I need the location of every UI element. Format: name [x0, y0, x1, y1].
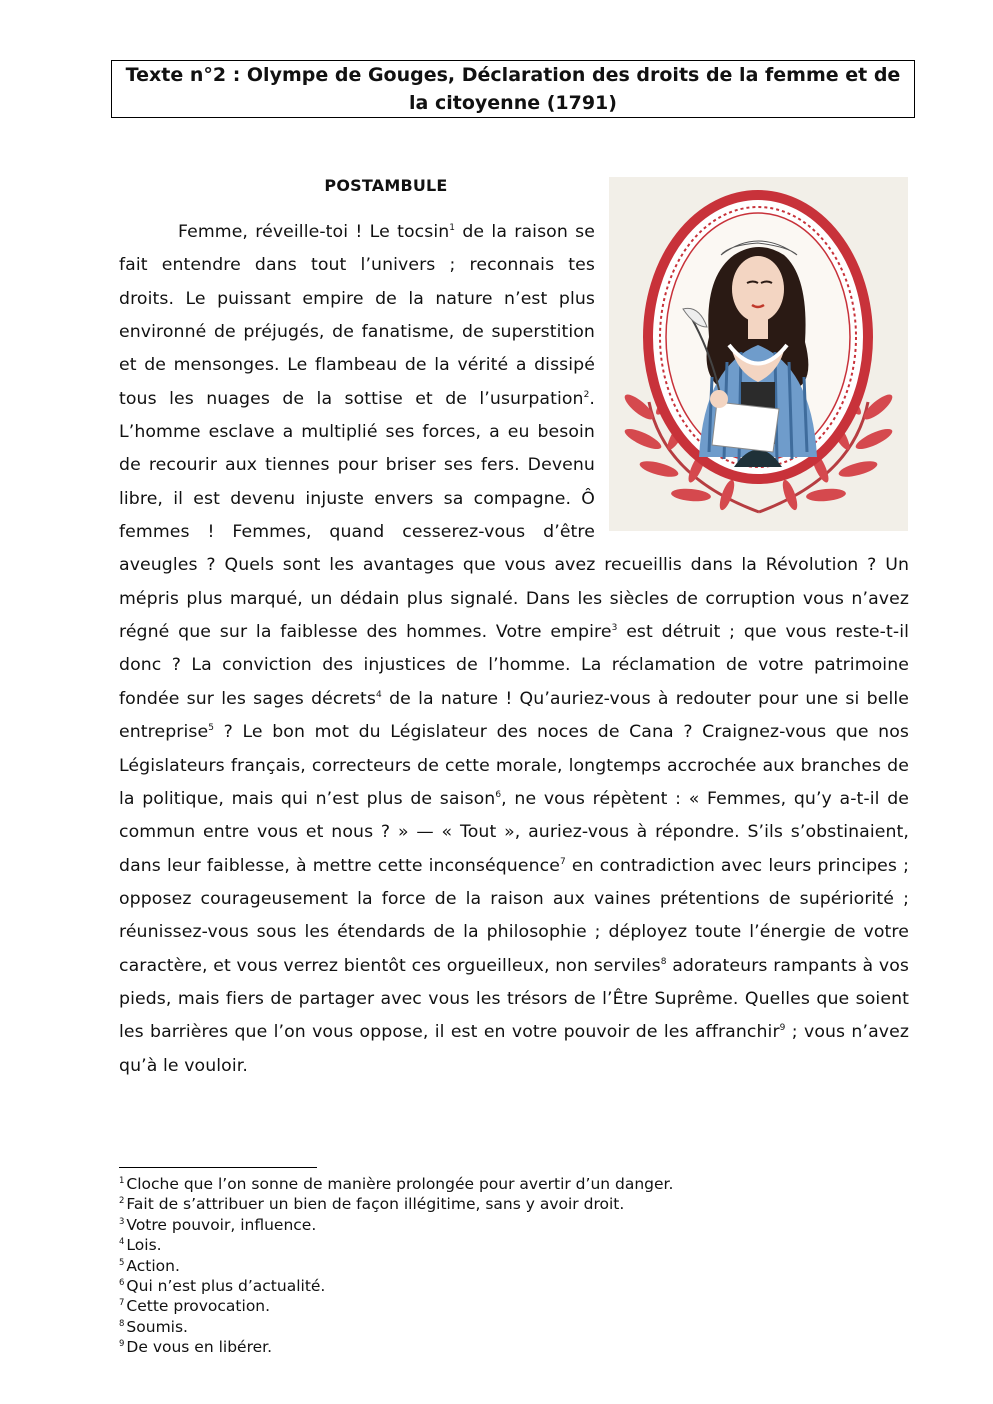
footnote-text: Cette provocation. [126, 1297, 271, 1316]
footnote-number: 7 [119, 1298, 125, 1309]
footnote-separator [119, 1167, 317, 1168]
footnote-number: 6 [119, 1278, 125, 1289]
image-float-space [595, 216, 909, 535]
footnote [119, 1317, 673, 1337]
footnote [119, 1296, 673, 1316]
footnote-ref: 6 [495, 789, 502, 800]
footnote-number: 1 [119, 1176, 125, 1186]
footnote-text: Cloche que l’on sonne de manière prolongée pour avertir d’un danger. [126, 1175, 674, 1193]
footnote-number: 9 [119, 1339, 125, 1350]
footnote-text: Soumis. [126, 1317, 188, 1336]
body-segment: Femme, réveille-toi ! Le tocsin [178, 222, 450, 242]
document-title: Texte n°2 : Olympe de Gouges, Déclaration des droits de la femme et de la citoyenne (1791) [125, 64, 901, 114]
body-segment: ; vous n’avez qu’à le vouloir. [119, 1022, 909, 1076]
footnote [119, 1194, 673, 1214]
body-segment: . L’homme esclave a multiplié ses forces, a eu besoin de recourir aux tiennes pour briser ses fers. Devenu libre, il est devenu injuste envers sa compagne. Ô femmes ! Femmes, quand cesserez-vous d’être aveugles ? Quels sont les avantages que vous avez recueillis dans la Révolution ? Un mépris plus marqué, un dédain plus signalé. Dans les siècles de corruption vous n’avez régné que sur la faiblesse des hommes. Votre empire [119, 388, 909, 643]
footnote-ref: 2 [583, 389, 590, 400]
footnote [119, 1174, 673, 1194]
footnotes [119, 1174, 673, 1358]
footnote [119, 1276, 673, 1296]
body-segment: de la raison se fait entendre dans tout l’univers ; reconnais tes droits. Le puissant empire de la nature n’est plus environné de préjugés, de fanatisme, de superstition et de mensonges. Le flambeau de la vérité a dissipé tous les nuages de la sottise et de l’usurpation [119, 222, 595, 409]
footnote-ref: 4 [376, 689, 382, 700]
title-box [111, 60, 915, 118]
body-segment: en contradiction avec leurs principes ; opposez courageusement la force de la raison aux vaines prétentions de supériorité ; réunissez-vous sous les étendards de la philosophie ; déployez toute l’énergie de votre caractère, et vous verrez bientôt ces orgueilleux, non serviles [119, 855, 909, 976]
footnote-ref: 5 [208, 723, 215, 734]
footnote [119, 1337, 673, 1357]
footnote-number: 8 [119, 1318, 125, 1329]
body-segment: de la nature ! Qu’auriez-vous à redouter pour une si belle entreprise [119, 688, 909, 743]
footnote-ref: 9 [779, 1023, 786, 1034]
footnote [119, 1215, 673, 1235]
footnote-number: 3 [119, 1216, 125, 1227]
footnote-text: De vous en libérer. [126, 1338, 273, 1357]
footnote [119, 1256, 673, 1276]
footnote-number: 4 [119, 1237, 125, 1248]
footnote-text: Action. [126, 1256, 180, 1275]
footnote-text: Fait de s’attribuer un bien de façon illégitime, sans y avoir droit. [126, 1195, 625, 1214]
footnote-text: Lois. [126, 1236, 162, 1255]
footnote-ref: 3 [611, 623, 618, 634]
body-segment: , ne vous répètent : « Femmes, qu’y a-t-il de commun entre vous et nous ? » — « Tout », auriez-vous à répondre. S’ils s’obstinaient, dans leur faiblesse, à mettre cette inconséquence [119, 788, 909, 876]
footnote-text: Qui n’est plus d’actualité. [126, 1277, 326, 1296]
footnote-ref: 7 [559, 856, 566, 867]
body-segment: adorateurs rampants à vos pieds, mais fiers de partager avec vous les trésors de l’Être Suprême. Quelles que soient les barrières que l’on vous oppose, il est en votre pouvoir de les affranchir [119, 955, 909, 1043]
body-segment: est détruit ; que vous reste-t-il donc ? La conviction des injustices de l’homme. La réclamation de votre patrimoine fondée sur les sages décrets [119, 622, 909, 709]
footnote-text: Votre pouvoir, influence. [126, 1215, 317, 1234]
footnote-number: 2 [119, 1196, 125, 1207]
footnote-ref: 8 [660, 956, 667, 967]
section-heading: POSTAMBULE [324, 176, 448, 195]
footnote-number: 5 [119, 1257, 125, 1268]
footnote [119, 1235, 673, 1255]
footnote-ref: 1 [449, 223, 456, 233]
postambule-text [119, 216, 909, 1083]
body-segment: ? Le bon mot du Législateur des noces de Cana ? Craignez-vous que nos Législateurs français, correcteurs de cette morale, longtemps accrochée aux branches de la politique, mais qui n’est plus de saison [119, 722, 909, 809]
